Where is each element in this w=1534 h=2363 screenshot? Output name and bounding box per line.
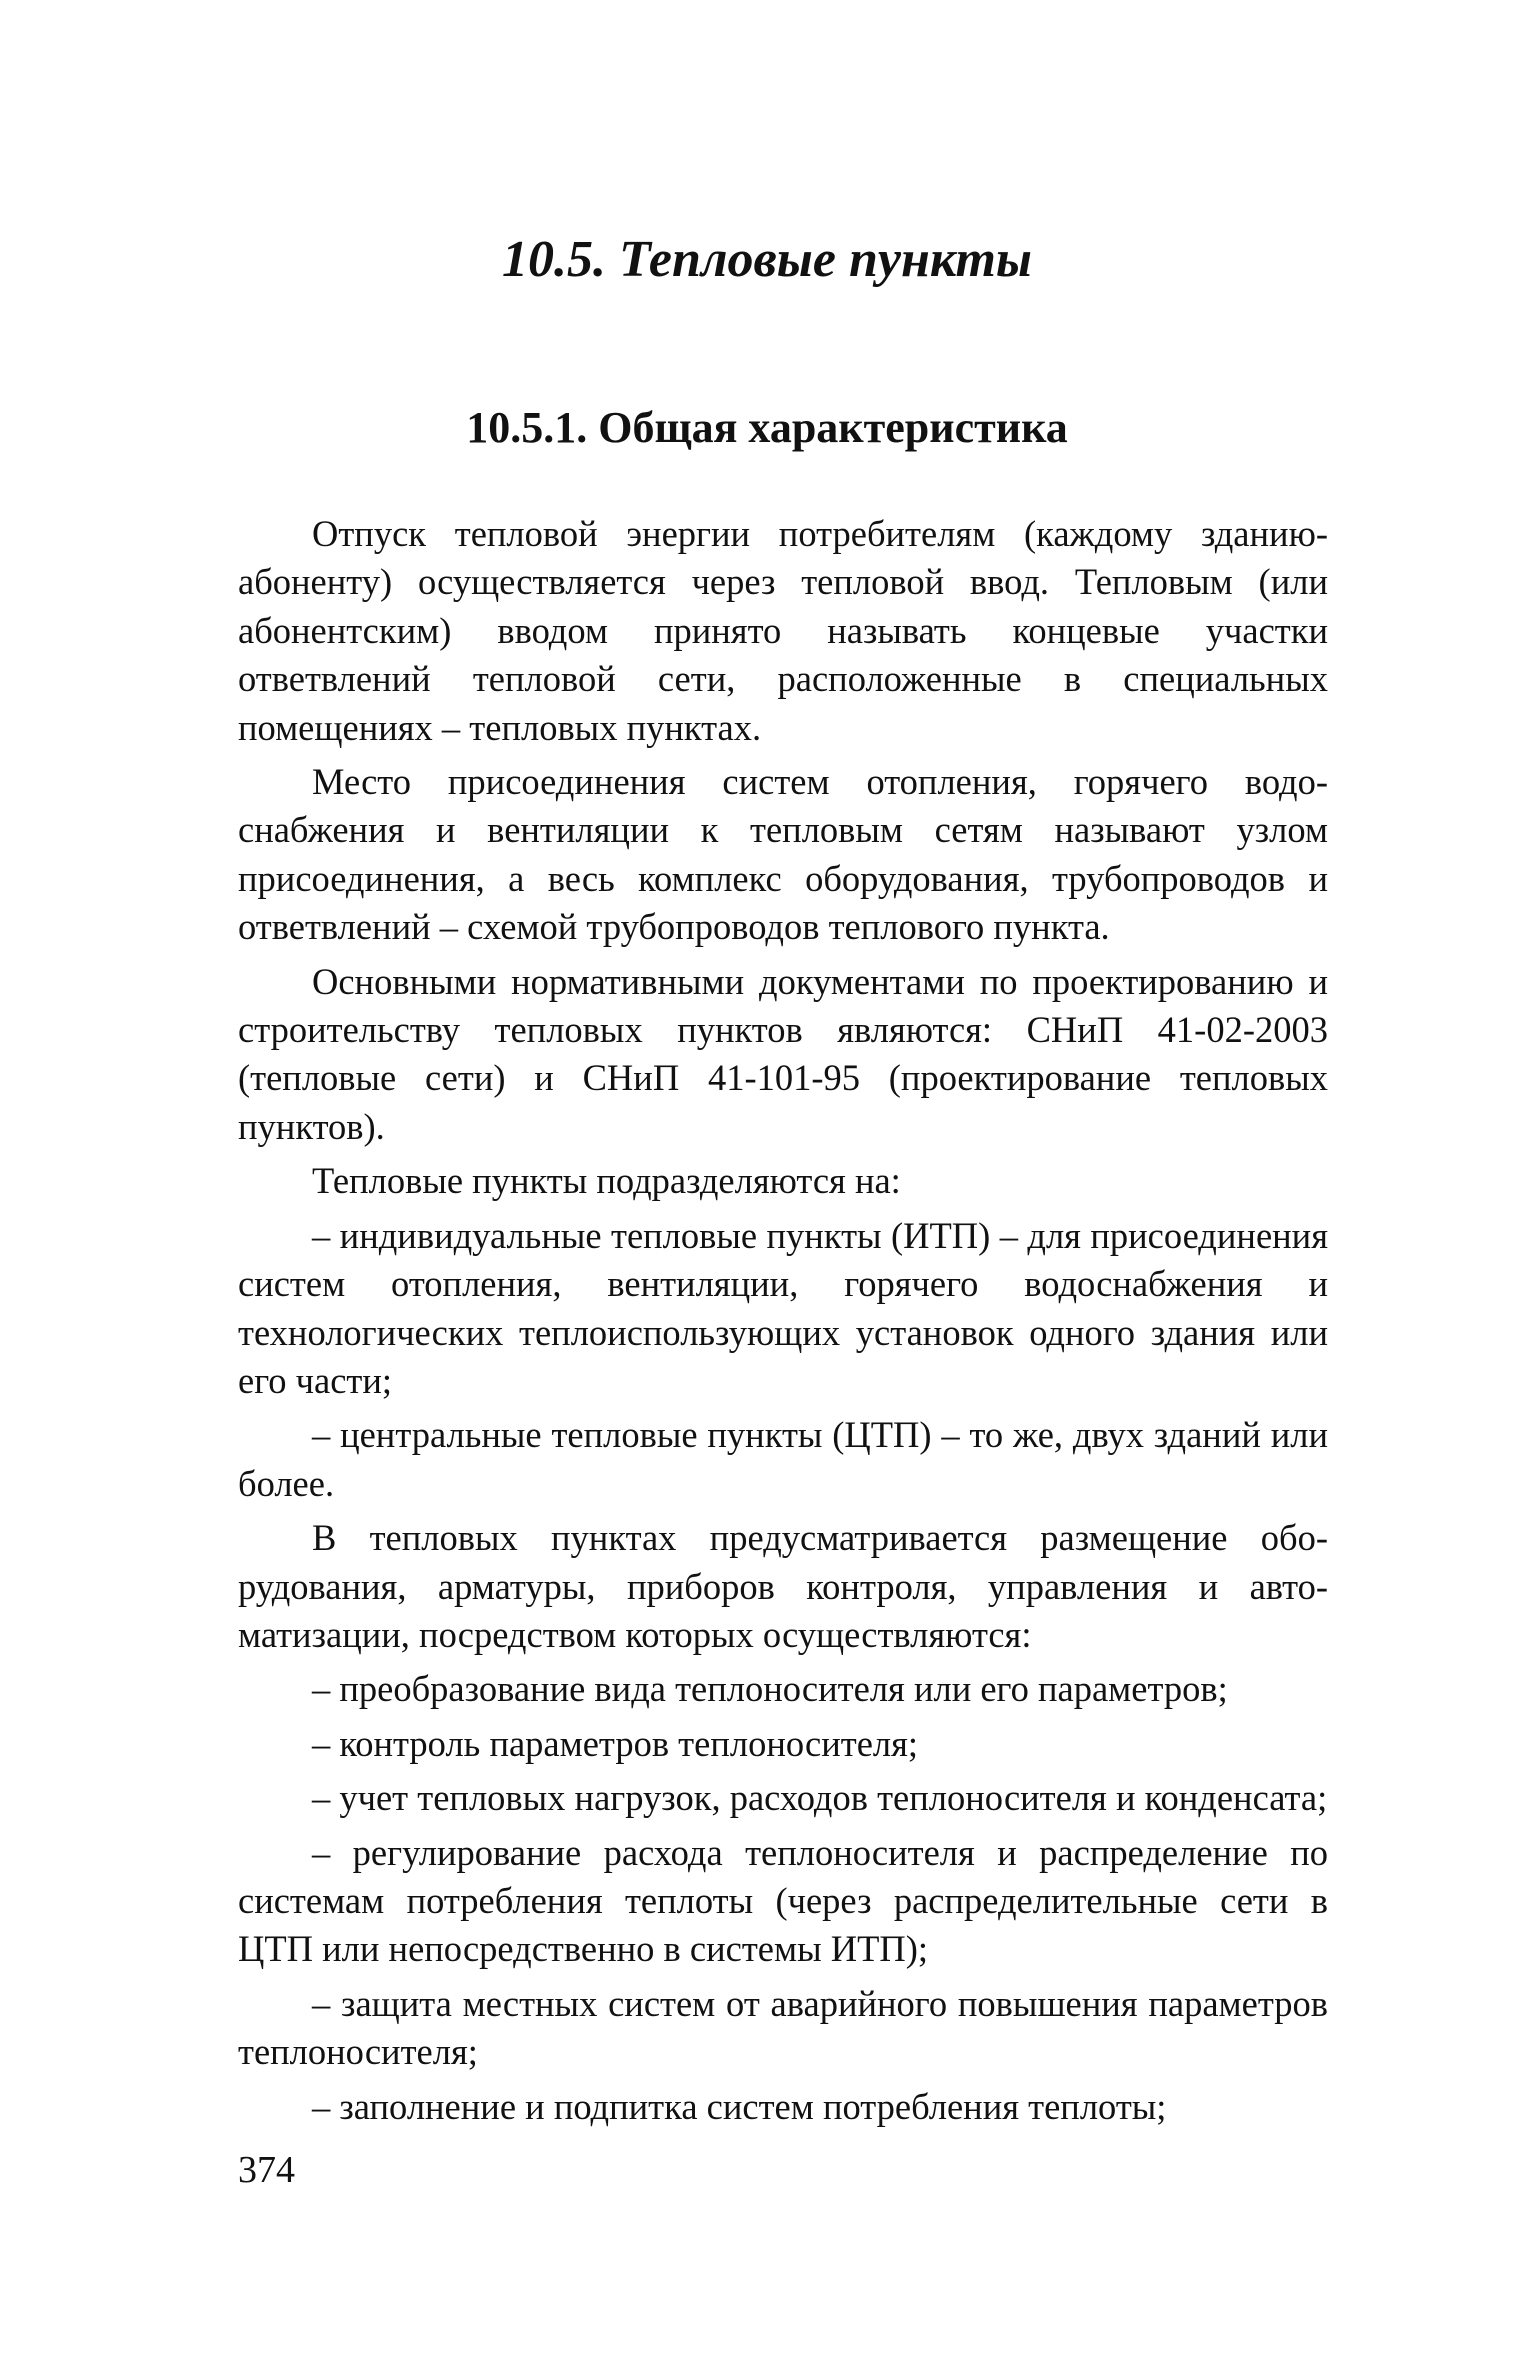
list-item: – центральные тепловые пункты (ЦТП) – то же, двух зданий или более. [238, 1414, 1328, 1504]
page-number: 374 [238, 2149, 295, 2191]
paragraph: Тепловые пункты подразделяются на: [312, 1160, 901, 1202]
paragraph: Основными нормативными документами по проектированию и строительству тепловых пунктов являются: СНиП 41-02-2003 (тепловые сети) и СНиП 41-101-95 (проектирование тепловых пунктов). [238, 960, 1328, 1147]
chapter-title: 10.5. Тепловые пункты [501, 231, 1033, 288]
list-item: – учет тепловых нагрузок, расходов теплоносителя и конденсата; [312, 1777, 1328, 1819]
list-item: – контроль параметров теплоносителя; [312, 1722, 919, 1764]
paragraph: В тепловых пунктах предусматривается размещение оборудования, арматуры, приборов контроля, управления и автоматизации, посредством которых осуществляются: [238, 1517, 1328, 1655]
body-text [238, 510, 1328, 2137]
list-item: – индивидуальные тепловые пункты (ИТП) – для присоединения систем отопления, вентиляции, горячего водоснабжения и технологических теплоиспользующих установок одного здания или его части; [238, 1214, 1328, 1401]
list-item: – защита местных систем от аварийного повышения параметров теплоносителя; [238, 1982, 1328, 2073]
section-title: 10.5.1. Общая характеристика [466, 403, 1068, 452]
list-item: – преобразование вида теплоносителя или его параметров; [312, 1668, 1228, 1710]
list-item: – заполнение и подпитка систем потребления теплоты; [312, 2085, 1167, 2127]
list-item: – регулирование расхода теплоносителя и распределение по системам потребления теплоты (через распределительные сети в ЦТП или непосредственно в системы ИТП); [238, 1831, 1328, 1970]
paragraph: Отпуск тепловой энергии потребителям (каждому зданию-абоненту) осуществляется через тепловой ввод. Тепловым (или абонентским) вводом принято называть концевые участки ответвлений тепловой сети, расположенные в специальных помещениях – тепловых пунктах. [238, 513, 1328, 748]
paragraph: Место присоединения систем отопления, горячего водоснабжения и вентиляции к тепловым сетям называют узлом присоединения, а весь комплекс оборудования, трубопроводов и ответвлений – схемой трубопроводов теплового пункта. [238, 761, 1328, 948]
